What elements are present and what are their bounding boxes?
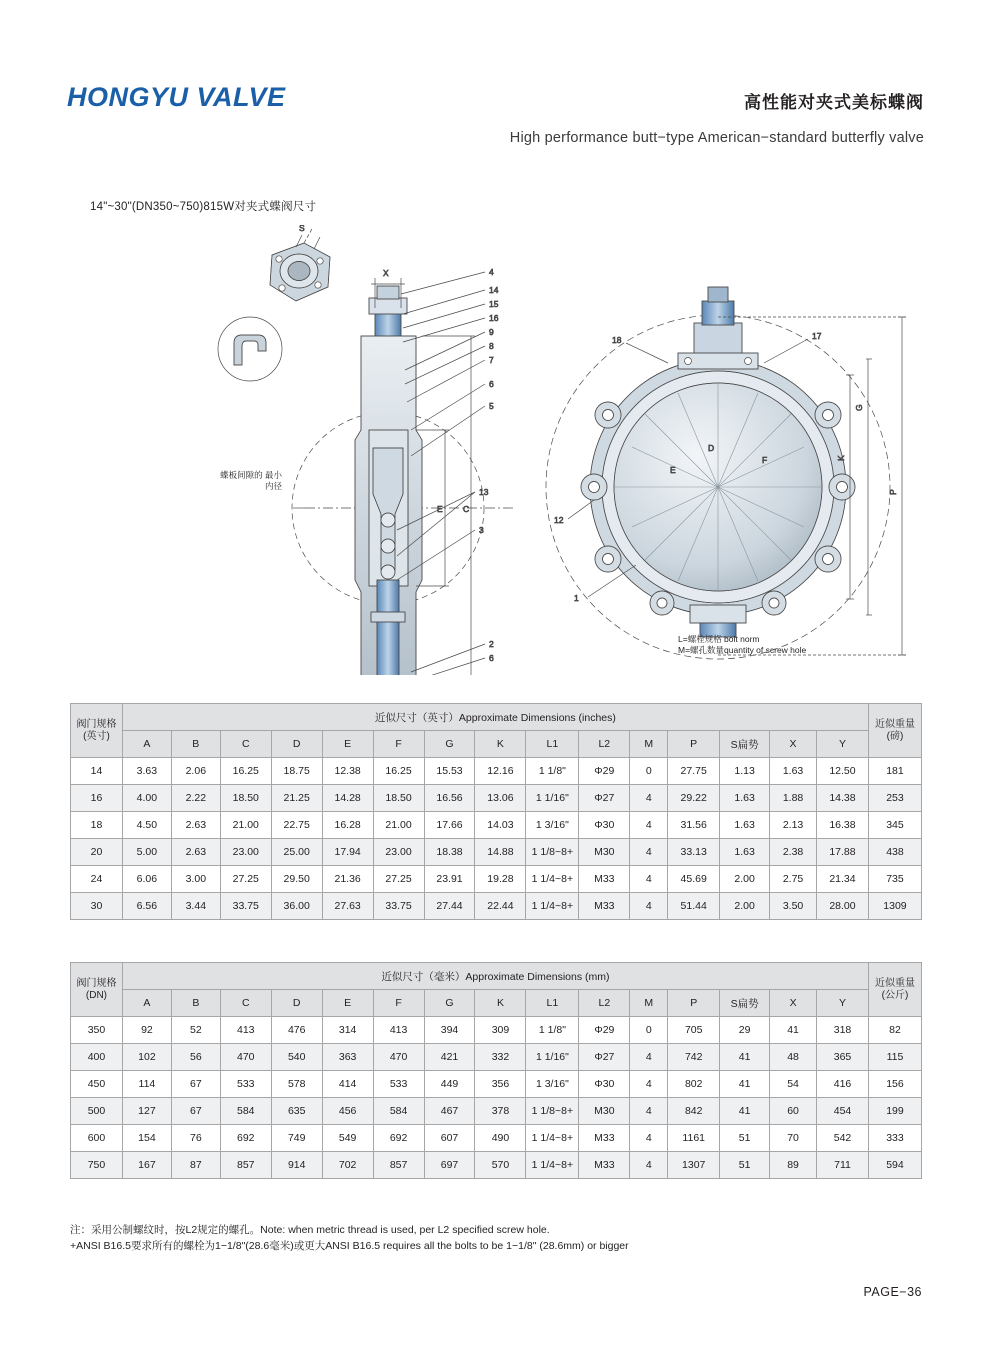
- cell: 414: [322, 1071, 373, 1098]
- table-row: [71, 785, 922, 812]
- cell: 19.28: [475, 866, 526, 893]
- cell: 454: [817, 1098, 869, 1125]
- cell: 570: [475, 1152, 526, 1179]
- col-head: Y: [817, 990, 869, 1017]
- cell: 857: [373, 1152, 424, 1179]
- row-weight: 1309: [868, 893, 921, 920]
- cell: 540: [271, 1044, 322, 1071]
- svg-text:S: S: [299, 225, 305, 233]
- cell: 16.28: [322, 812, 373, 839]
- table-row: [71, 812, 922, 839]
- col-head: E: [322, 731, 373, 758]
- table-row: [71, 1152, 922, 1179]
- cell: 56: [171, 1044, 220, 1071]
- col-head: M: [630, 990, 668, 1017]
- cell: 4: [630, 893, 668, 920]
- cell: 702: [322, 1152, 373, 1179]
- cell: 490: [475, 1125, 526, 1152]
- cell: Φ30: [579, 1071, 630, 1098]
- cell: M30: [579, 839, 630, 866]
- cell: 416: [817, 1071, 869, 1098]
- cell: 41: [770, 1017, 817, 1044]
- svg-text:K: K: [836, 455, 846, 461]
- cell: 21.00: [220, 812, 271, 839]
- cell: 456: [322, 1098, 373, 1125]
- row-weight: 438: [868, 839, 921, 866]
- cell: 378: [475, 1098, 526, 1125]
- cell: 92: [122, 1017, 171, 1044]
- table-mm-row-header: 阀门规格(DN): [71, 963, 123, 1017]
- cell: 413: [373, 1017, 424, 1044]
- page-title-en: High performance butt−type American−standard butterfly valve: [509, 130, 924, 146]
- cell: 14.03: [475, 812, 526, 839]
- cell: 4: [630, 1098, 668, 1125]
- cell: 14.28: [322, 785, 373, 812]
- cell: 76: [171, 1125, 220, 1152]
- svg-text:6: 6: [489, 379, 494, 389]
- row-weight: 181: [868, 758, 921, 785]
- cell: 365: [817, 1044, 869, 1071]
- col-head: L2: [579, 731, 630, 758]
- col-head: D: [271, 990, 322, 1017]
- svg-text:X: X: [383, 268, 389, 278]
- cell: Φ27: [579, 1044, 630, 1071]
- cell: 4: [630, 1152, 668, 1179]
- table-mm-group-title: 近似尺寸（毫米）Approximate Dimensions (mm): [122, 963, 868, 990]
- cell: 1.88: [770, 785, 817, 812]
- cell: 467: [424, 1098, 475, 1125]
- cell: 4: [630, 812, 668, 839]
- cell: 857: [220, 1152, 271, 1179]
- cell: 4: [630, 1044, 668, 1071]
- cell: 742: [668, 1044, 720, 1071]
- cell: 309: [475, 1017, 526, 1044]
- cell: 3.50: [770, 893, 817, 920]
- cell: 60: [770, 1098, 817, 1125]
- cell: 27.63: [322, 893, 373, 920]
- cell: 33.13: [668, 839, 720, 866]
- cell: 318: [817, 1017, 869, 1044]
- svg-text:9: 9: [489, 327, 494, 337]
- table-mm-weight-header: 近似重量(公斤): [868, 963, 921, 1017]
- row-size: 18: [71, 812, 123, 839]
- cell: 1.63: [770, 758, 817, 785]
- cell: 914: [271, 1152, 322, 1179]
- cell: 578: [271, 1071, 322, 1098]
- row-size: 750: [71, 1152, 123, 1179]
- cell: 0: [630, 1017, 668, 1044]
- cell: 29.22: [668, 785, 720, 812]
- footnote-line-2: +ANSI B16.5要求所有的螺栓为1−1/8"(28.6毫米)或更大ANSI B16.5 requires all the bolts to be 1−1/8" (28.6mm) or bigger: [70, 1240, 629, 1253]
- table-inch-weight-header: 近似重量(磅): [868, 704, 921, 758]
- svg-text:C: C: [463, 504, 470, 514]
- cell: 1161: [668, 1125, 720, 1152]
- cell: Φ27: [579, 785, 630, 812]
- cell: 470: [220, 1044, 271, 1071]
- cell: 17.66: [424, 812, 475, 839]
- svg-text:7: 7: [489, 355, 494, 365]
- cell: 2.63: [171, 812, 220, 839]
- table-row: [71, 866, 922, 893]
- cell: 1.63: [720, 839, 770, 866]
- table-inch-group-title: 近似尺寸（英寸）Approximate Dimensions (inches): [122, 704, 868, 731]
- cell: 27.75: [668, 758, 720, 785]
- row-weight: 333: [868, 1125, 921, 1152]
- cell: 52: [171, 1017, 220, 1044]
- cell: 692: [220, 1125, 271, 1152]
- col-head: S扁势: [720, 731, 770, 758]
- row-size: 24: [71, 866, 123, 893]
- cell: 17.94: [322, 839, 373, 866]
- svg-text:15: 15: [489, 299, 499, 309]
- footnotes: [70, 1222, 950, 1255]
- cell: 29.50: [271, 866, 322, 893]
- svg-text:14: 14: [489, 285, 499, 295]
- cell: 842: [668, 1098, 720, 1125]
- cell: 1 1/16": [526, 1044, 579, 1071]
- svg-text:18: 18: [612, 335, 622, 345]
- cell: 533: [220, 1071, 271, 1098]
- cell: 4: [630, 1071, 668, 1098]
- cell: 1.63: [720, 812, 770, 839]
- cell: 6.56: [122, 893, 171, 920]
- cell: 41: [720, 1098, 770, 1125]
- col-head: X: [770, 731, 817, 758]
- cell: 154: [122, 1125, 171, 1152]
- cell: Φ30: [579, 812, 630, 839]
- brand-logo: HONGYU VALVE: [67, 82, 286, 112]
- col-head: D: [271, 731, 322, 758]
- technical-drawing: [70, 225, 930, 675]
- cell: 4.00: [122, 785, 171, 812]
- cell: 5.00: [122, 839, 171, 866]
- svg-text:4: 4: [489, 267, 494, 277]
- cell: 21.00: [373, 812, 424, 839]
- cell: 692: [373, 1125, 424, 1152]
- cell: 356: [475, 1071, 526, 1098]
- dimensions-table-mm: [70, 962, 922, 1179]
- cell: 1 3/16": [526, 812, 579, 839]
- cell: 2.13: [770, 812, 817, 839]
- cell: Φ29: [579, 758, 630, 785]
- row-weight: 156: [868, 1071, 921, 1098]
- cell: 1 1/4~8+: [526, 866, 579, 893]
- cell: 23.00: [373, 839, 424, 866]
- cell: 102: [122, 1044, 171, 1071]
- cell: M33: [579, 893, 630, 920]
- cell: 1 1/4~8+: [526, 1152, 579, 1179]
- cell: 22.75: [271, 812, 322, 839]
- svg-text:5: 5: [489, 401, 494, 411]
- row-size: 20: [71, 839, 123, 866]
- svg-text:3: 3: [479, 525, 484, 535]
- col-head: M: [630, 731, 668, 758]
- cell: 549: [322, 1125, 373, 1152]
- cell: 332: [475, 1044, 526, 1071]
- cell: 51: [720, 1125, 770, 1152]
- cell: 27.25: [373, 866, 424, 893]
- col-head: B: [171, 731, 220, 758]
- cell: 23.00: [220, 839, 271, 866]
- svg-text:F: F: [762, 455, 768, 465]
- row-weight: 253: [868, 785, 921, 812]
- cell: 14.38: [817, 785, 869, 812]
- cell: M30: [579, 1098, 630, 1125]
- col-head: X: [770, 990, 817, 1017]
- table-row: [71, 758, 922, 785]
- cell: 2.22: [171, 785, 220, 812]
- cell: 2.38: [770, 839, 817, 866]
- col-head: P: [668, 990, 720, 1017]
- cell: 533: [373, 1071, 424, 1098]
- col-head: F: [373, 731, 424, 758]
- col-head: K: [475, 990, 526, 1017]
- cell: 3.00: [171, 866, 220, 893]
- table-inch-row-header: 阀门规格(英寸): [71, 704, 123, 758]
- cell: 48: [770, 1044, 817, 1071]
- cell: 21.36: [322, 866, 373, 893]
- cell: 16.25: [220, 758, 271, 785]
- cell: 1.13: [720, 758, 770, 785]
- row-size: 600: [71, 1125, 123, 1152]
- cell: 12.38: [322, 758, 373, 785]
- cell: 21.34: [817, 866, 869, 893]
- cell: 67: [171, 1098, 220, 1125]
- cell: 1 1/8~8+: [526, 839, 579, 866]
- cell: 314: [322, 1017, 373, 1044]
- cell: 33.75: [373, 893, 424, 920]
- cell: 3.63: [122, 758, 171, 785]
- cell: 2.63: [171, 839, 220, 866]
- cell: 18.75: [271, 758, 322, 785]
- cell: 13.06: [475, 785, 526, 812]
- legend-line-1: L=螺栓规格 bolt norm: [678, 634, 760, 644]
- cell: 413: [220, 1017, 271, 1044]
- cell: 12.50: [817, 758, 869, 785]
- cell: 31.56: [668, 812, 720, 839]
- svg-text:D: D: [708, 443, 715, 453]
- cell: 27.25: [220, 866, 271, 893]
- col-head: Y: [817, 731, 869, 758]
- svg-text:8: 8: [489, 341, 494, 351]
- svg-text:17: 17: [812, 331, 822, 341]
- cell: 635: [271, 1098, 322, 1125]
- cell: 449: [424, 1071, 475, 1098]
- cell: 167: [122, 1152, 171, 1179]
- cell: 33.75: [220, 893, 271, 920]
- cell: 45.69: [668, 866, 720, 893]
- cell: 36.00: [271, 893, 322, 920]
- cell: 1 1/8": [526, 1017, 579, 1044]
- cell: 705: [668, 1017, 720, 1044]
- cell: 14.88: [475, 839, 526, 866]
- row-weight: 199: [868, 1098, 921, 1125]
- cell: Φ29: [579, 1017, 630, 1044]
- cell: M33: [579, 866, 630, 893]
- cell: 470: [373, 1044, 424, 1071]
- cell: 421: [424, 1044, 475, 1071]
- cell: 4.50: [122, 812, 171, 839]
- col-head: E: [322, 990, 373, 1017]
- cell: 51: [720, 1152, 770, 1179]
- cell: 584: [220, 1098, 271, 1125]
- table-row: [71, 1071, 922, 1098]
- cell: M33: [579, 1152, 630, 1179]
- cell: 6.06: [122, 866, 171, 893]
- cell: 2.75: [770, 866, 817, 893]
- col-head: G: [424, 990, 475, 1017]
- row-size: 16: [71, 785, 123, 812]
- cell: 1307: [668, 1152, 720, 1179]
- cell: 29: [720, 1017, 770, 1044]
- table-row: [71, 1098, 922, 1125]
- svg-text:E: E: [437, 504, 443, 514]
- col-head: C: [220, 990, 271, 1017]
- row-weight: 594: [868, 1152, 921, 1179]
- cell: 1 1/4~8+: [526, 893, 579, 920]
- cell: 41: [720, 1044, 770, 1071]
- row-size: 500: [71, 1098, 123, 1125]
- cell: 127: [122, 1098, 171, 1125]
- row-weight: 82: [868, 1017, 921, 1044]
- cell: 363: [322, 1044, 373, 1071]
- cell: 16.25: [373, 758, 424, 785]
- cell: 2.06: [171, 758, 220, 785]
- svg-text:6: 6: [489, 653, 494, 663]
- table-row: [71, 839, 922, 866]
- drawing-note-left: 蝶板间隙的 最小内径: [220, 470, 282, 491]
- cell: 2.00: [720, 893, 770, 920]
- svg-text:16: 16: [489, 313, 499, 323]
- table-row: [71, 1125, 922, 1152]
- cell: 21.25: [271, 785, 322, 812]
- cell: 67: [171, 1071, 220, 1098]
- cell: M33: [579, 1125, 630, 1152]
- row-weight: 345: [868, 812, 921, 839]
- cell: 1.63: [720, 785, 770, 812]
- table-row: [71, 1017, 922, 1044]
- cell: 584: [373, 1098, 424, 1125]
- cell: 25.00: [271, 839, 322, 866]
- cell: 4: [630, 839, 668, 866]
- cell: 114: [122, 1071, 171, 1098]
- cell: 18.50: [373, 785, 424, 812]
- cell: 2.00: [720, 866, 770, 893]
- cell: 607: [424, 1125, 475, 1152]
- cell: 1 1/16": [526, 785, 579, 812]
- row-size: 400: [71, 1044, 123, 1071]
- table-row: [71, 1044, 922, 1071]
- page-header: [0, 62, 992, 172]
- cell: 54: [770, 1071, 817, 1098]
- col-head: L1: [526, 990, 579, 1017]
- cell: 476: [271, 1017, 322, 1044]
- cell: 16.38: [817, 812, 869, 839]
- cell: 70: [770, 1125, 817, 1152]
- cell: 1 1/8~8+: [526, 1098, 579, 1125]
- cell: 4: [630, 1125, 668, 1152]
- page-number: PAGE−36: [863, 1285, 922, 1299]
- svg-text:P: P: [888, 489, 898, 495]
- cell: 802: [668, 1071, 720, 1098]
- col-head: L1: [526, 731, 579, 758]
- col-head: S扁势: [720, 990, 770, 1017]
- row-size: 450: [71, 1071, 123, 1098]
- cell: 12.16: [475, 758, 526, 785]
- cell: 89: [770, 1152, 817, 1179]
- cell: 23.91: [424, 866, 475, 893]
- cell: 4: [630, 785, 668, 812]
- col-head: L2: [579, 990, 630, 1017]
- cell: 22.44: [475, 893, 526, 920]
- cell: 41: [720, 1071, 770, 1098]
- cell: 16.56: [424, 785, 475, 812]
- cell: 711: [817, 1152, 869, 1179]
- row-weight: 735: [868, 866, 921, 893]
- row-weight: 115: [868, 1044, 921, 1071]
- table-row: [71, 893, 922, 920]
- cell: 87: [171, 1152, 220, 1179]
- footnote-line-1: 注：采用公制螺纹时，按L2规定的螺孔。Note: when metric thread is used, per L2 specified screw hole.: [70, 1224, 550, 1236]
- cell: 17.88: [817, 839, 869, 866]
- drawing-legend: [678, 634, 806, 657]
- cell: 394: [424, 1017, 475, 1044]
- row-size: 350: [71, 1017, 123, 1044]
- svg-text:2: 2: [489, 639, 494, 649]
- col-head: G: [424, 731, 475, 758]
- svg-text:E: E: [670, 465, 676, 475]
- cell: 4: [630, 866, 668, 893]
- cell: 3.44: [171, 893, 220, 920]
- svg-text:12: 12: [554, 515, 564, 525]
- cell: 18.50: [220, 785, 271, 812]
- legend-line-2: M=螺孔数量quantity of screw hole: [678, 645, 807, 656]
- svg-text:13: 13: [479, 487, 489, 497]
- cell: 15.53: [424, 758, 475, 785]
- col-head: K: [475, 731, 526, 758]
- col-head: C: [220, 731, 271, 758]
- cell: 18.38: [424, 839, 475, 866]
- row-size: 30: [71, 893, 123, 920]
- cell: 749: [271, 1125, 322, 1152]
- page-title-cn: 高性能对夹式美标蝶阀: [744, 93, 924, 112]
- col-head: P: [668, 731, 720, 758]
- col-head: A: [122, 731, 171, 758]
- svg-text:G: G: [854, 404, 864, 411]
- col-head: F: [373, 990, 424, 1017]
- cell: 51.44: [668, 893, 720, 920]
- section-subtitle: 14"~30"(DN350~750)815W对夹式蝶阀尺寸: [90, 201, 317, 213]
- dimensions-table-inches: [70, 703, 922, 920]
- col-head: A: [122, 990, 171, 1017]
- cell: 697: [424, 1152, 475, 1179]
- col-head: B: [171, 990, 220, 1017]
- row-size: 14: [71, 758, 123, 785]
- cell: 28.00: [817, 893, 869, 920]
- cell: 27.44: [424, 893, 475, 920]
- cell: 1 3/16": [526, 1071, 579, 1098]
- cell: 542: [817, 1125, 869, 1152]
- cell: 1 1/8": [526, 758, 579, 785]
- cell: 1 1/4~8+: [526, 1125, 579, 1152]
- cell: 0: [630, 758, 668, 785]
- svg-text:1: 1: [574, 593, 579, 603]
